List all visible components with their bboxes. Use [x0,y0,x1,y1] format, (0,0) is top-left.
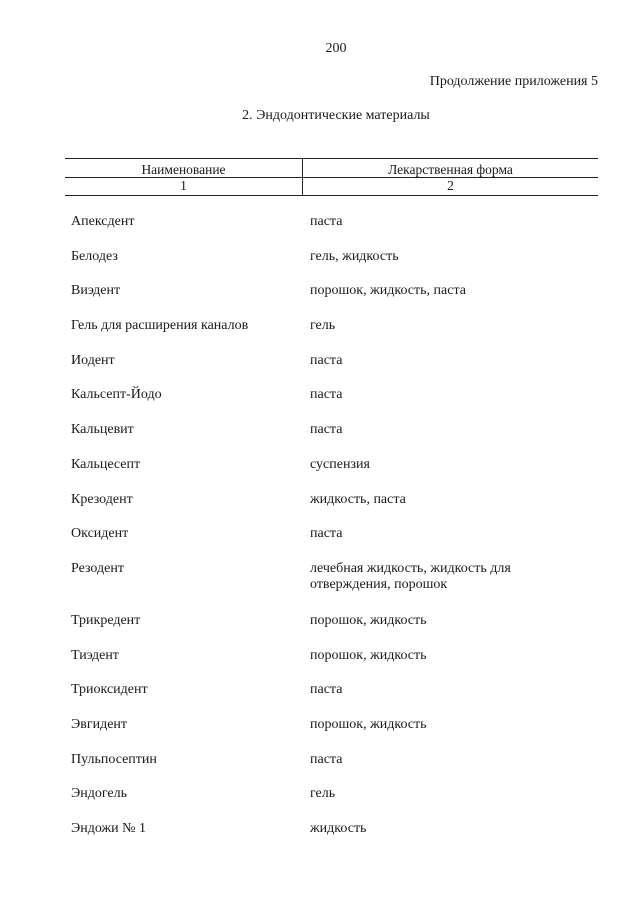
table-row [0,613,640,648]
dosage-form: жидкость, паста [310,491,406,507]
table-row [0,821,640,856]
table-row [0,648,640,683]
material-name: Эндожи № 1 [71,821,147,836]
material-name: Оксидент [71,526,129,542]
section-title: 2. Эндодонтические материалы [242,108,430,123]
dosage-form: паста [310,751,343,767]
material-name: Кальсепт-Йодо [71,387,162,403]
column-number-row [65,178,598,196]
column-number-1: 1 [65,178,303,195]
dosage-form: гель, жидкость [310,248,399,264]
table-row [0,249,640,284]
header-row [65,159,598,178]
dosage-form: гель [310,786,336,802]
dosage-form: паста [310,352,343,368]
table-row [0,387,640,422]
table-row [0,561,640,613]
header-form: Лекарственная форма [388,162,513,177]
table-row [0,353,640,388]
dosage-form: паста [310,387,343,403]
material-name: Пульпосептин [71,751,157,767]
material-name: Иодент [71,352,115,368]
dosage-form: порошок, жидкость [310,647,427,663]
appendix-note: Продолжение приложения 5 [429,74,598,89]
dosage-form: жидкость [310,821,367,836]
dosage-form: порошок, жидкость, паста [310,283,466,299]
dosage-form: суспензия [310,456,370,472]
material-name: Гель для расширения каналов [71,318,249,334]
table-row [0,717,640,752]
table-row [0,786,640,821]
material-name: Эвгидент [71,716,128,732]
material-name: Белодез [71,248,118,264]
material-name: Крезодент [71,491,133,507]
table-row [0,682,640,717]
table-row [0,422,640,457]
material-name: Апексдент [71,214,135,229]
material-name: Тиэдент [71,647,119,663]
column-number-2: 2 [447,178,454,193]
table-row [0,526,640,561]
material-name: Трикредент [71,612,141,628]
dosage-form: паста [310,214,343,229]
table-header [65,158,598,196]
table-row [0,457,640,492]
dosage-form: паста [310,526,343,542]
material-name: Эндогель [71,786,127,802]
dosage-form: порошок, жидкость [310,716,427,732]
table-row [0,214,640,249]
table-row [0,283,640,318]
page-number: 200 [325,41,347,56]
material-name: Кальцесепт [71,456,141,472]
material-name: Резодент [71,560,124,576]
dosage-form: паста [310,682,343,698]
dosage-form: лечебная жидкость, жидкость для отверждения, порошок [310,560,511,592]
dosage-form: порошок, жидкость [310,612,427,628]
material-name: Триоксидент [71,682,148,698]
material-name: Виэдент [71,283,121,299]
table-row [0,752,640,787]
dosage-form: паста [310,422,343,438]
table-body [0,214,640,856]
table-row [0,318,640,353]
header-name: Наименование [65,159,303,177]
dosage-form: гель [310,318,336,334]
table-row [0,492,640,527]
material-name: Кальцевит [71,422,134,438]
